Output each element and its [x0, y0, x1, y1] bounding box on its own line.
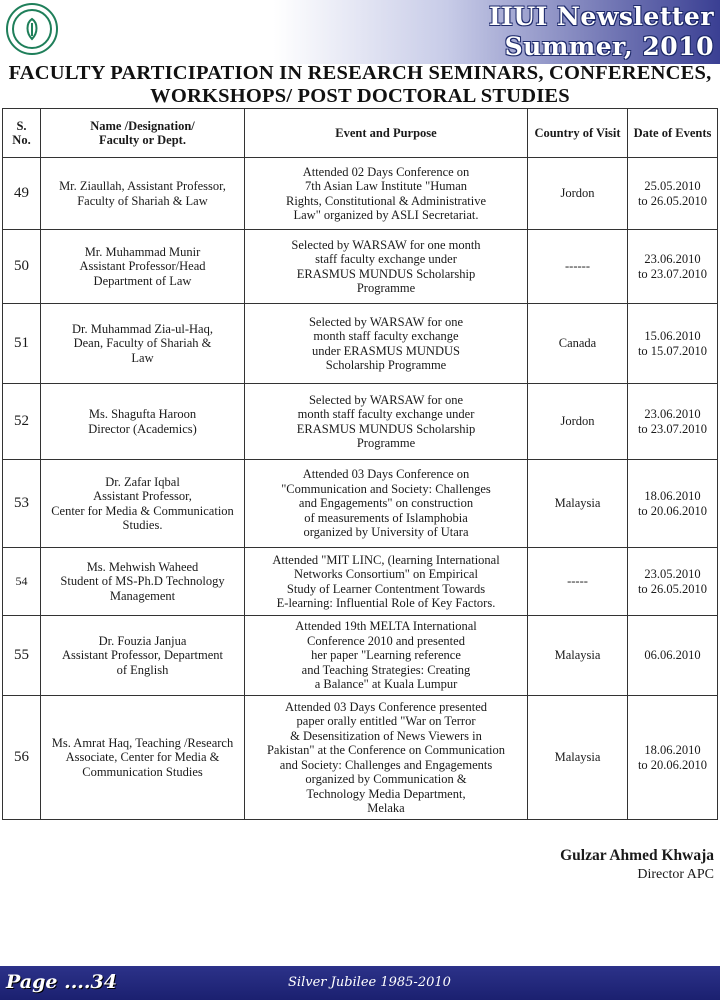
- event-line: staff faculty exchange under: [315, 252, 457, 266]
- event-line: organized by Communication &: [305, 772, 467, 786]
- cell-date: [628, 384, 718, 460]
- name-line: Ms. Shagufta Haroon: [88, 407, 197, 421]
- event-line: organized by University of Utara: [303, 525, 469, 540]
- cell-name: [41, 548, 245, 616]
- logo-emblem-icon: [22, 17, 42, 41]
- cell-sno: 50: [3, 230, 41, 304]
- newsletter-name: IIUI Newsletter: [488, 2, 714, 31]
- name-line: Assistant Professor/Head: [79, 259, 206, 274]
- event-line: Study of Learner Contentment Towards: [286, 581, 486, 596]
- name-line: Dr. Zafar Iqbal: [105, 474, 180, 489]
- cell-name: [41, 158, 245, 230]
- event-line: Attended 19th MELTA International: [295, 619, 477, 634]
- event-line: Rights, Constitutional & Administrative: [285, 193, 486, 208]
- date-line: to 15.07.2010: [637, 343, 708, 358]
- table-row: [3, 158, 718, 230]
- cell-date: [628, 230, 718, 304]
- cell-name: [41, 460, 245, 548]
- event-line: Attended "MIT LINC, (learning International: [272, 552, 500, 567]
- name-line: Studies.: [122, 518, 163, 532]
- event-line: and Teaching Strategies: Creating: [301, 662, 471, 677]
- cell-name: [41, 616, 245, 696]
- date-line: 15.06.2010: [644, 329, 701, 343]
- page-title: [0, 62, 720, 108]
- cell-country: Jordon: [528, 384, 628, 460]
- event-line: under ERASMUS MUNDUS: [312, 343, 460, 358]
- event-line: Scholarship Programme: [325, 358, 447, 372]
- date-line: 25.05.2010: [644, 179, 701, 193]
- signatory-title: Director APC: [637, 867, 714, 882]
- name-line: Center for Media & Communication: [51, 503, 234, 518]
- date-line: to 23.07.2010: [637, 266, 708, 281]
- cell-sno: 54: [3, 548, 41, 616]
- date-line: 06.06.2010: [644, 648, 701, 663]
- column-header-country: Country of Visit: [528, 109, 628, 158]
- name-line: Assistant Professor, Department: [62, 648, 223, 663]
- cell-event: [245, 696, 528, 820]
- cell-name: [41, 384, 245, 460]
- table-row: [3, 616, 718, 696]
- event-line: her paper "Learning reference: [311, 648, 461, 663]
- event-line: Attended 02 Days Conference on: [302, 164, 470, 179]
- page-title-line2: WORKSHOPS/ POST DOCTORAL STUDIES: [150, 85, 570, 107]
- page-number: Page ....34: [6, 971, 117, 993]
- cell-event: [245, 384, 528, 460]
- header-band: [0, 0, 720, 64]
- column-header-name-line1: Name /Designation/: [90, 118, 195, 133]
- table-row: [3, 230, 718, 304]
- page-title-line1: FACULTY PARTICIPATION IN RESEARCH SEMINARS, CONFERENCES,: [8, 62, 712, 84]
- event-line: a Balance" at Kuala Lumpur: [314, 677, 458, 692]
- cell-country: -----: [528, 548, 628, 616]
- cell-name: [41, 696, 245, 820]
- cell-event: [245, 616, 528, 696]
- event-line: Law" organized by ASLI Secretariat.: [293, 208, 479, 222]
- footer-band: [0, 966, 720, 1000]
- faculty-participation-table-wrapper: [2, 108, 717, 820]
- event-line: & Desensitization of News Viewers in: [290, 728, 482, 743]
- cell-country: Jordon: [528, 158, 628, 230]
- name-line: Department of Law: [93, 273, 192, 288]
- cell-event: [245, 158, 528, 230]
- cell-country: Malaysia: [528, 616, 628, 696]
- table-row: [3, 548, 718, 616]
- event-line: Pakistan" at the Conference on Communication: [266, 743, 506, 757]
- name-line: Associate, Center for Media &: [65, 750, 220, 765]
- cell-name: [41, 304, 245, 384]
- cell-sno: 52: [3, 384, 41, 460]
- event-line: and Engagements" on construction: [298, 496, 474, 511]
- event-line: and Society: Challenges and Engagements: [279, 757, 493, 772]
- name-line: Communication Studies: [82, 764, 203, 779]
- date-line: 18.06.2010: [644, 743, 701, 757]
- cell-sno: 55: [3, 616, 41, 696]
- table-body: [3, 158, 718, 820]
- name-line: Ms. Mehwish Waheed: [86, 559, 199, 574]
- event-line: Selected by WARSAW for one month: [291, 237, 481, 252]
- university-logo-icon: [6, 3, 58, 55]
- cell-date: [628, 460, 718, 548]
- event-line: Programme: [356, 281, 416, 295]
- cell-event: [245, 304, 528, 384]
- cell-sno: 49: [3, 158, 41, 230]
- event-line: month staff faculty exchange: [313, 329, 459, 343]
- name-line: of English: [116, 662, 169, 677]
- date-line: 18.06.2010: [644, 489, 701, 503]
- event-line: Attended 03 Days Conference presented: [284, 699, 487, 714]
- cell-sno: 53: [3, 460, 41, 548]
- column-header-name-line2: Faculty or Dept.: [99, 133, 186, 147]
- date-line: 23.06.2010: [644, 407, 701, 421]
- event-line: 7th Asian Law Institute "Human: [304, 179, 468, 193]
- name-line: Ms. Amrat Haq, Teaching /Research: [51, 735, 234, 750]
- cell-date: [628, 696, 718, 820]
- column-header-event: Event and Purpose: [245, 109, 528, 158]
- date-line: to 20.06.2010: [637, 503, 708, 518]
- event-line: Selected by WARSAW for one: [308, 314, 464, 329]
- cell-country: ------: [528, 230, 628, 304]
- cell-event: [245, 548, 528, 616]
- cell-date: [628, 548, 718, 616]
- newsletter-issue: Summer, 2010: [504, 32, 714, 61]
- cell-country: Malaysia: [528, 696, 628, 820]
- date-line: to 20.06.2010: [637, 757, 708, 772]
- date-line: to 26.05.2010: [637, 193, 708, 208]
- table-row: [3, 384, 718, 460]
- name-line: Dr. Muhammad Zia-ul-Haq,: [72, 321, 213, 336]
- name-line: Director (Academics): [88, 421, 197, 436]
- event-line: paper orally entitled "War on Terror: [296, 714, 476, 728]
- cell-sno: 56: [3, 696, 41, 820]
- event-line: of measurements of Islamphobia: [304, 510, 468, 525]
- name-line: Mr. Muhammad Munir: [84, 244, 201, 259]
- name-line: Faculty of Shariah & Law: [77, 193, 208, 208]
- event-line: ERASMUS MUNDUS Scholarship: [296, 421, 476, 436]
- newsletter-title: [489, 2, 714, 62]
- cell-date: [628, 304, 718, 384]
- column-header-name: [41, 109, 245, 158]
- cell-event: [245, 460, 528, 548]
- cell-date: [628, 616, 718, 696]
- name-line: Management: [109, 588, 176, 603]
- event-line: E-learning: Influential Role of Key Factors.: [276, 596, 496, 610]
- date-line: 23.06.2010: [644, 252, 701, 266]
- table-row: [3, 460, 718, 548]
- date-line: 23.05.2010: [644, 567, 701, 581]
- name-line: Dr. Fouzia Janjua: [98, 633, 187, 648]
- event-line: month staff faculty exchange under: [297, 407, 475, 421]
- cell-country: Malaysia: [528, 460, 628, 548]
- cell-country: Canada: [528, 304, 628, 384]
- cell-sno: 51: [3, 304, 41, 384]
- name-line: Mr. Ziaullah, Assistant Professor,: [59, 179, 226, 193]
- event-line: "Communication and Society: Challenges: [281, 481, 491, 496]
- signature-block: [560, 846, 714, 884]
- event-line: Networks Consortium" on Empirical: [294, 567, 478, 581]
- date-line: to 23.07.2010: [637, 421, 708, 436]
- name-line: Student of MS-Ph.D Technology: [60, 574, 225, 589]
- cell-event: [245, 230, 528, 304]
- column-header-sno: S. No.: [3, 109, 41, 158]
- silver-jubilee-text: Silver Jubilee 1985-2010: [288, 975, 451, 990]
- name-line: Law: [131, 350, 154, 365]
- signatory-name: Gulzar Ahmed Khwaja: [560, 847, 714, 864]
- faculty-participation-table: [2, 108, 718, 820]
- column-header-date: Date of Events: [628, 109, 718, 158]
- event-line: Programme: [356, 436, 416, 450]
- event-line: Technology Media Department,: [306, 786, 466, 801]
- date-line: to 26.05.2010: [637, 581, 708, 596]
- name-line: Assistant Professor,: [93, 489, 192, 503]
- cell-name: [41, 230, 245, 304]
- event-line: ERASMUS MUNDUS Scholarship: [296, 266, 476, 281]
- cell-date: [628, 158, 718, 230]
- event-line: Melaka: [367, 801, 405, 815]
- event-line: Attended 03 Days Conference on: [302, 467, 470, 482]
- event-line: Conference 2010 and presented: [307, 633, 465, 648]
- event-line: Selected by WARSAW for one: [308, 392, 464, 407]
- table-header-row: [3, 109, 718, 158]
- table-row: [3, 304, 718, 384]
- table-row: [3, 696, 718, 820]
- name-line: Dean, Faculty of Shariah &: [73, 336, 212, 351]
